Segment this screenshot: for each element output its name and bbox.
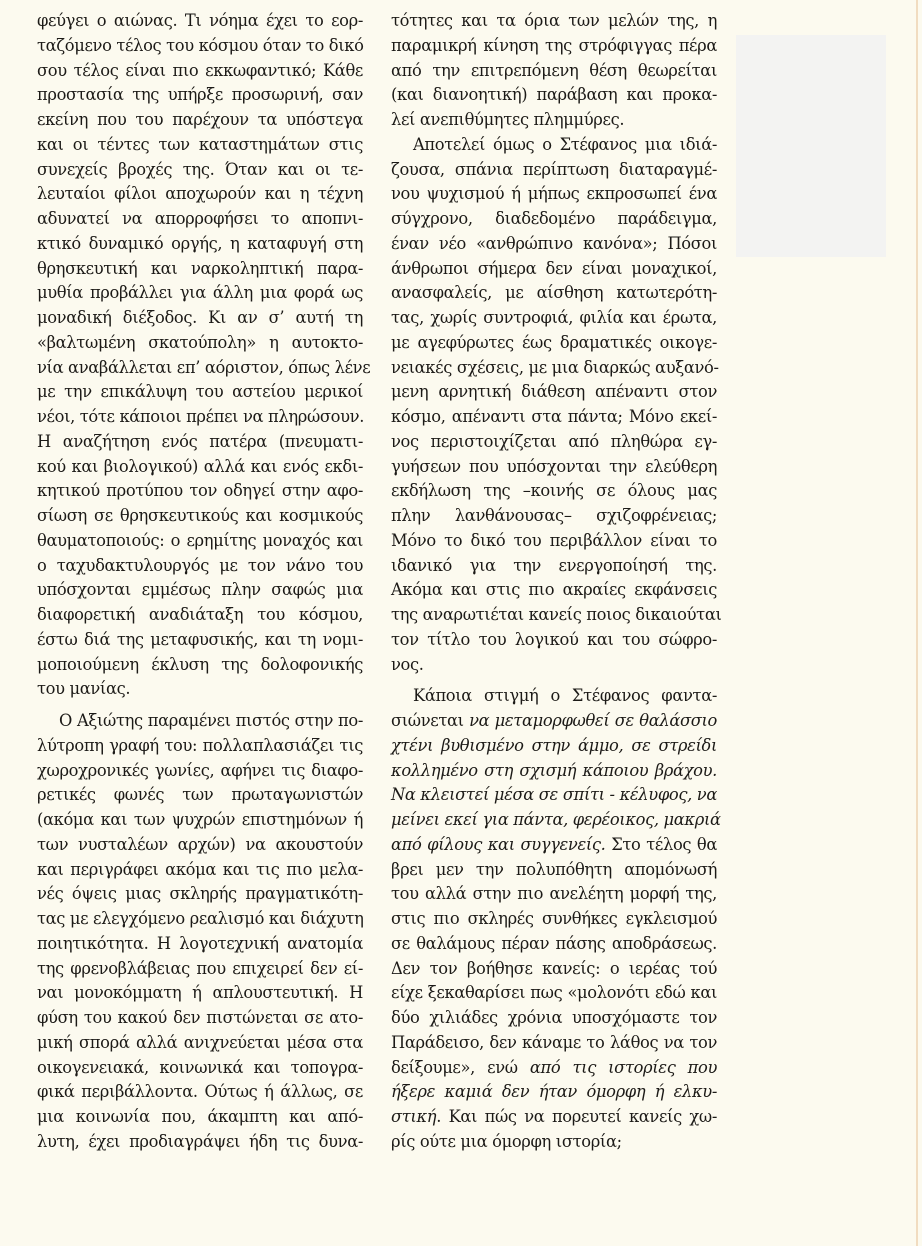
text-line [391,1105,717,1130]
text-line: χωροχρονικές γωνίες, αφήνει τις διαφο- [37,760,363,780]
text-line: Μόνο το δικό του περιβάλλον είναι το [391,530,717,550]
text-line [391,709,717,734]
text-run: σιώνεται [391,711,470,730]
text-line: νος. [391,654,424,674]
text-line: διαφορετική αναδιάταξη του κόσμου, [37,605,363,624]
text-line: νέοι, τότε κάποιοι πρέπει να πληρώσουν. [37,407,365,426]
text-line: της αναρωτιέται κανείς ποιος δικαιούται [391,605,722,624]
text-line: στις πιο σκληρές συνθήκες εγκλεισμού [391,909,717,928]
text-line: Κάποια στιγμή ο Στέφανος φαντα- [413,686,717,706]
text-line: Δεν τον βοήθησε κανείς: ο ιερέας τού [391,958,717,978]
text-line [391,808,721,833]
text-run: δείξουμε», ενώ [391,1057,530,1077]
text-line: φεύγει ο αιώνας. Τι νόημα έχει το εορ- [37,11,363,30]
text-line: είχε ξεκαθαρίσει πως «μολονότι εδώ και [391,983,717,1003]
text-line: κητικού προτύπου τον οδηγεί στην αφο- [37,481,363,501]
text-line: ιδανικό για την ενεργοποίησή της. [391,555,717,575]
text-line: φικά περιβάλλοντα. Ούτως ή άλλως, σε [37,1082,363,1102]
text-line: κόσμο, απέναντι στα πάντα; Μόνο εκεί- [391,407,717,426]
text-line: προστασία της υπήρξε προσωρινή, σαν [37,85,363,105]
italic-text: από τις ιστορίες που [529,1057,717,1077]
text-column-left [37,9,371,1155]
text-line: ζουσα, σπάνια περίπτωση διαταραγμέ- [391,159,717,179]
text-line: ποιητικότητα. Η λογοτεχνική ανατομία [37,933,363,953]
text-line: της φρενοβλάβειας που επιχειρεί δεν εί- [37,958,363,978]
text-line: εκδήλωση της –κοινής σε όλους μας [391,481,717,501]
text-line: υπόσχονται εμμέσως πλην σαφώς μια [37,580,363,600]
text-line: του αλλά στην πιο ανελέητη μορφή της, [391,884,717,904]
text-line: μική σπορά αλλά ανιχνεύεται μέσα στα [37,1032,363,1052]
italic-text: στική [391,1107,437,1126]
text-line: μενη αρνητική διάθεση απέναντι στον [391,382,717,402]
page-edge [916,0,918,1246]
text-line: θρησκευτική και ναρκοληπτική παρα- [37,258,363,278]
text-line: νου ψυχισμού ή μήπως εκπροσωπεί ένα [391,184,717,204]
text-line: οικογενειακά, κοινωνικά και τοπογρα- [37,1057,363,1077]
text-line: και περιγράφει ακόμα και τις πιο μελα- [37,859,363,879]
text-line: σε θαλάμους πέραν πάσης αποδράσεως. [391,933,717,953]
text-line: από την επιτρεπόμενη θέση θεωρείται [391,60,717,80]
text-line: νειακές σχέσεις, με μια διαρκώς αυξανό- [391,357,719,377]
text-line: γυήσεων που υπόσχονται την ελεύθερη [391,456,717,476]
italic-text: ήξερε καμιά δεν ήταν όμορφη ή ελκυ- [391,1082,717,1102]
text-line: (και διανοητική) παράβαση και προκα- [391,85,717,105]
italic-text: μείνει εκεί για πάντα, φερέοικος, μακριά [391,810,721,829]
text-line: λεί ανεπιθύμητες πλημμύρες. [391,110,625,129]
text-line: ρετικές φωνές των πρωταγωνιστών [37,785,363,805]
text-line: με την επικάλυψη του αστείου μερικοί [37,382,363,402]
text-line: μοναδική διέξοδος. Κι αν σ’ αυτή τη [37,308,363,327]
paragraph-gap [37,702,363,709]
text-line: των νυσταλέων αρχών) να ακουστούν [37,834,363,854]
italic-text: χτένι βυθισμένο στην άμμο, σε στρείδι [391,735,717,755]
italic-text: να μεταμορφωθεί σε θαλάσσιο [469,711,717,730]
text-line: νος περιστοιχίζεται από πληθώρα εγ- [391,431,717,451]
text-line: Αποτελεί όμως ο Στέφανος μια ιδιά- [413,134,717,154]
text-line: τας, χωρίς συντροφιά, φιλία και έρωτα, [391,308,717,327]
text-line: Παράδεισο, δεν κάναμε το λάθος να τον [391,1032,717,1052]
text-column-right [391,9,722,1155]
text-run: . Και πώς να πορευτεί κανείς χω- [436,1107,717,1126]
italic-text: Να κλειστεί μέσα σε σπίτι - κέλυφος, να [391,785,717,805]
text-line: λύτροπη γραφή του: πολλαπλασιάζει τις [37,735,363,755]
text-line: ο ταχυδακτυλουργός με τον νάνο του [37,555,363,575]
text-line: και οι τέντες των καταστημάτων στις [37,134,363,154]
text-line: δύο χιλιάδες χρόνια υποσχόμαστε τον [391,1008,717,1027]
paragraph-gap [391,677,717,684]
text-line: νία αναβάλλεται επ’ αόριστον, όπως λένε [37,357,371,377]
text-line: τον τίτλο του λογικού και του σώφρο- [391,629,717,649]
text-line: λευταίοι φίλοι αποχωρούν και η τέχνη [37,184,363,204]
text-line: (ακόμα και των ψυχρών επιστημόνων ή [37,810,363,829]
text-line: Η αναζήτηση ενός πατέρα (πνευματι- [37,431,363,451]
text-line: τότητες και τα όρια των μελών της, η [391,11,717,30]
text-line: κτικό δυναμικό οργής, η καταφυγή στη [37,233,363,253]
text-line: έστω διά της μεταφυσικής, και τη νομι- [37,629,363,649]
text-line: σου τέλος είναι πιο εκκωφαντικό; Κάθε [37,60,363,80]
text-line: αδυνατεί να απορροφήσει το αποπνι- [37,209,363,228]
text-line: Ο Αξιώτης παραμένει πιστός στην πο- [59,711,363,730]
text-line: εκείνη που του παρέχουν τα υπόστεγα [37,110,363,129]
text-line: μοποιούμενη έκλυση της δολοφονικής [37,654,363,674]
text-line: ανασφαλείς, με αίσθηση κατωτερότη- [391,283,717,303]
text-line [391,833,717,858]
text-line: μυθία προβάλλει για άλλη μια φορά ως [37,283,363,303]
text-line: κού και βιολογικού) αλλά και ενός εκδι- [37,456,363,476]
text-line: λυτη, έχει προδιαγράψει ήδη τις δυνα- [37,1131,363,1151]
text-line: πλην λανθάνουσας– σχιζοφρένειας; [391,506,717,525]
italic-text: κολλημένο στη σχισμή κάποιου βράχου. [391,760,717,780]
text-line: Ακόμα και στις πιο ακραίες εκφάνσεις [391,580,717,600]
text-line: ναι μονοκόμματη ή απλουστευτική. Η [37,983,363,1003]
text-line: θαυματοποιούς: ο ερημίτης μοναχός και [37,530,363,550]
text-line [391,1056,717,1081]
text-line [391,759,717,784]
text-line: σίωση σε θρησκευτικούς και κοσμικούς [37,506,363,525]
text-line: άνθρωποι σήμερα δεν είναι μοναχικοί, [391,258,717,278]
text-line: τας με ελεγχόμενο ρεαλισμό και διάχυτη [37,909,364,928]
text-line [391,783,717,808]
text-line: έναν νέο «ανθρώπινο κανόνα»; Πόσοι [391,233,717,253]
text-line [391,734,717,759]
bleed-through-image [736,35,886,257]
text-line: του μανίας. [37,679,131,699]
text-line: με αγεφύρωτες έως δραματικές οικογε- [391,332,717,352]
text-line: σύγχρονο, διαδεδομένο παράδειγμα, [391,209,717,228]
text-line: μια κοινωνία που, άκαμπτη και από- [37,1107,363,1126]
text-line: συνεχείς βροχές της. Όταν και οι τε- [37,159,363,179]
text-line: παραμικρή κίνηση της στρόφιγγας πέρα [391,35,717,55]
text-line: ταζόμενο τέλος του κόσμου όταν το δικό [37,35,364,55]
text-line: «βαλτωμένη σκατούπολη» η αυτοκτο- [37,332,363,352]
text-line [391,1080,717,1105]
text-line: φύση του κακού δεν πιστώνεται σε ατο- [37,1008,363,1027]
text-line: ρίς ούτε μια όμορφη ιστορία; [391,1131,622,1151]
text-run: Στο τέλος θα [605,834,717,854]
text-line: νές όψεις μιας σκληρής πραγματικότη- [37,884,363,904]
text-line: βρει μεν την πολυπόθητη απομόνωσή [391,859,717,879]
italic-text: από φίλους και συγγενείς. [391,834,606,854]
